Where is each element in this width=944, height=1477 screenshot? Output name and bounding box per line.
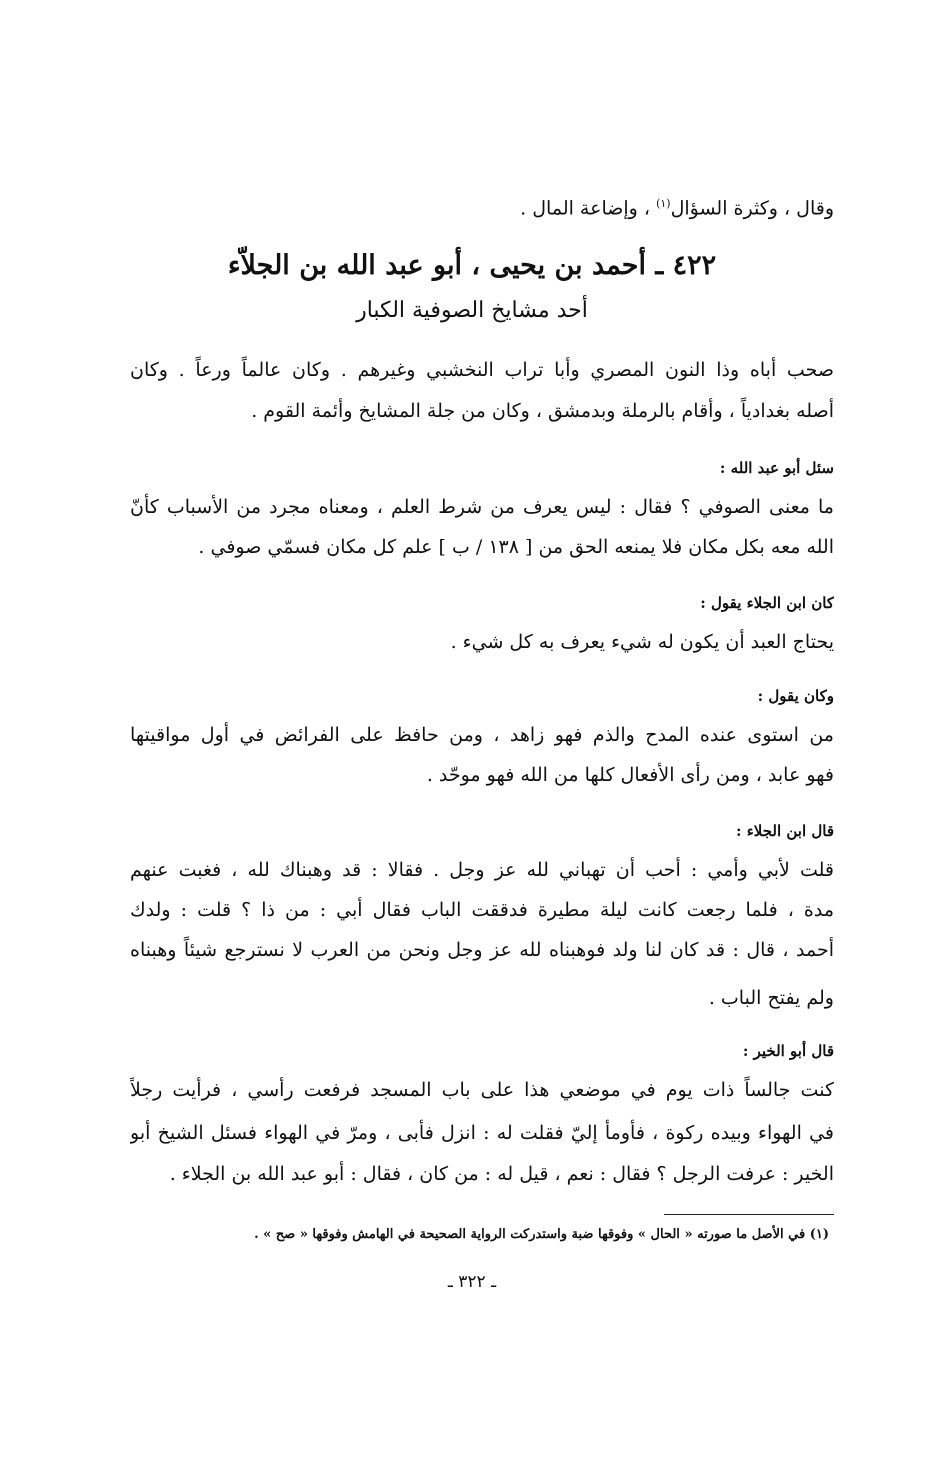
body-line: الله معه بكل مكان فلا يمنعه الحق من [ ١٣٨ / ب ] علم كل مكان فسمّي صوفي . [198, 536, 834, 558]
body-line: يحتاج العبد أن يكون له شيء يعرف به كل شيء . [450, 631, 834, 653]
body-line: من استوى عنده المدح والذم فهو زاهد ، ومن حافظ على الفرائض في أول مواقيتها [130, 724, 834, 746]
body-line: مدة ، فلما رجعت كانت ليلة مطيرة فدققت الباب فقال أبي : من ذا ؟ قلت : ولدك [130, 899, 834, 921]
footnote-separator [664, 1214, 834, 1215]
continuation-text-end: ، وإضاعة المال . [520, 197, 657, 220]
speaker-label: قال ابن الجلاء : [735, 822, 834, 840]
footnote: (١) في الأصل ما صورته « الحال » وفوقها ضبة واستدركت الرواية الصحيحة في الهامش وفوقها « صح » . [254, 1227, 829, 1242]
intro-line: صحب أباه وذا النون المصري وأبا تراب النخشبي وغيرهم . وكان عالماً ورعاً . وكان [130, 359, 834, 381]
body-line: كنت جالساً ذات يوم في موضعي هذا على باب المسجد فرفعت رأسي ، فرأيت رجلاً [130, 1079, 834, 1101]
body-line: أحمد ، قال : قد كان لنا ولد فوهبناه لله عز وجل ونحن من العرب لا نسترجع شيئاً وهبناه [130, 939, 834, 961]
speaker-label: قال أبو الخير : [742, 1042, 834, 1060]
body-line: في الهواء وبيده ركوة ، فأومأ إليّ فقلت له : انزل فأبى ، ومرّ في الهواء فسئل الشيخ أبو [130, 1122, 834, 1144]
speaker-label: كان ابن الجلاء يقول : [700, 594, 834, 612]
body-line: قلت لأبي وأمي : أحب أن تهباني لله عز وجل . فقالا : قد وهبناك لله ، فغبت عنهم [130, 859, 834, 881]
continuation-text-start: وقال ، وكثرة السؤال [670, 197, 834, 220]
body-line: ولم يفتح الباب . [708, 987, 834, 1009]
page-number: ـ ٣٢٢ ـ [447, 1272, 497, 1292]
body-line: فهو عابد ، ومن رأى الأفعال كلها من الله فهو موحّد . [426, 764, 834, 786]
footnote-reference: (١) [656, 197, 671, 210]
entry-subtitle: أحد مشايخ الصوفية الكبار [356, 298, 588, 323]
body-line: الخير : عرفت الرجل ؟ فقال : نعم ، قيل له : من كان ، فقال : أبو عبد الله بن الجلاء . [169, 1163, 834, 1185]
intro-line: أصله بغدادياً ، وأقام بالرملة وبدمشق ، وكان من جلة المشايخ وأئمة القوم . [251, 400, 834, 422]
speaker-label: وكان يقول : [757, 687, 834, 705]
body-line: ما معنى الصوفي ؟ فقال : ليس يعرف من شرط العلم ، ومعناه مجرد من الأسباب كأنّ [130, 496, 834, 518]
speaker-label: سئل أبو عبد الله : [719, 459, 834, 477]
continuation-line [130, 189, 834, 223]
entry-title: ٤٢٢ ـ أحمد بن يحيى ، أبو عبد الله بن الجلاّء [227, 250, 717, 281]
